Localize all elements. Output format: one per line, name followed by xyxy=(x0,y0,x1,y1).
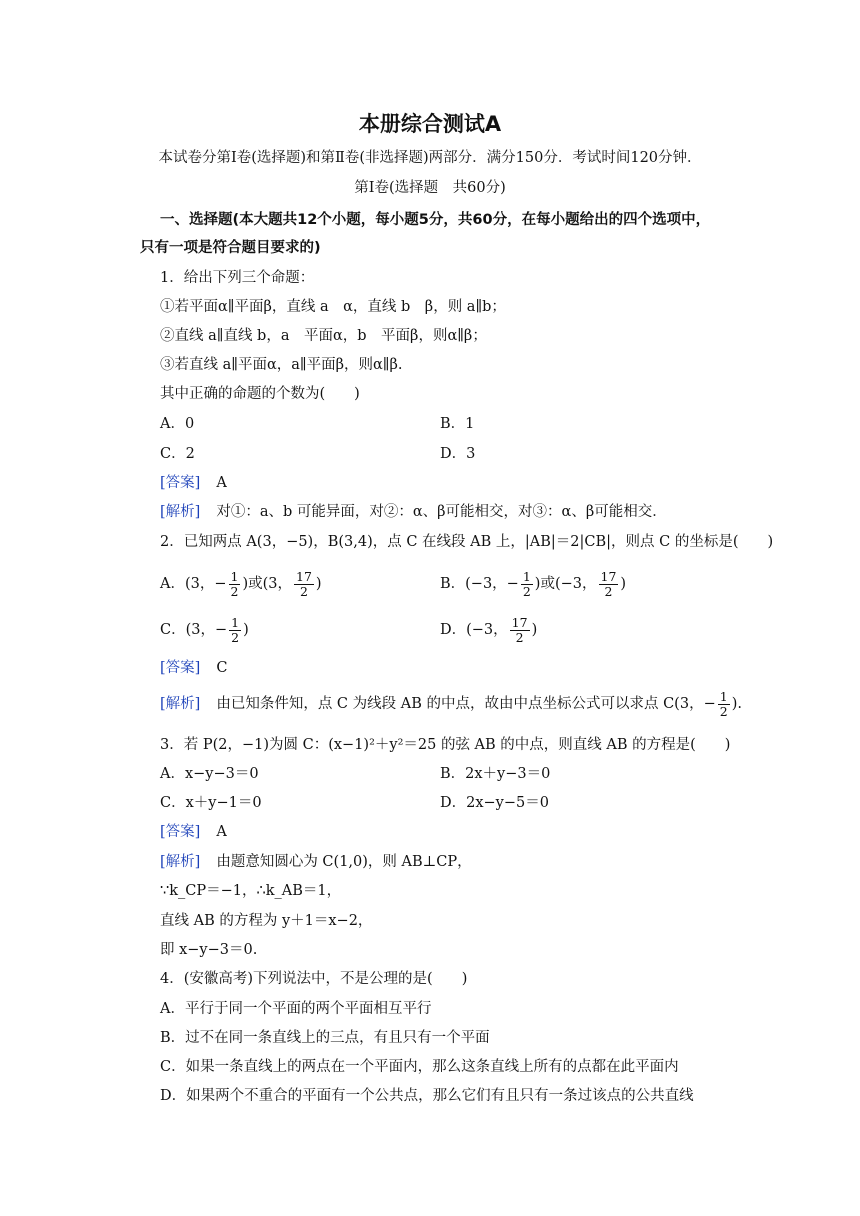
denominator: 2 xyxy=(231,629,240,645)
q2-option-b xyxy=(440,566,626,602)
q2-answer xyxy=(160,658,227,678)
q3-option-a: A．x−y−3＝0 xyxy=(160,766,259,782)
analysis-tag: [解析] xyxy=(160,696,201,712)
q3-stem: 3．若 P(2，−1)为圆 C：(x−1)²＋y²＝25 的弦 AB 的中点，则直线 AB 的方程是( ) xyxy=(160,737,731,753)
fraction xyxy=(294,570,314,599)
q3-option-d: D．2x−y−5＝0 xyxy=(440,795,549,811)
q2-c-suffix: ) xyxy=(243,622,249,638)
intro-text: 本试卷分第Ⅰ卷(选择题)和第Ⅱ卷(非选择题)两部分．满分150分．考试时间120分钟． xyxy=(158,150,702,166)
q1-analysis xyxy=(160,502,667,522)
q3-option-c: C．x＋y−1＝0 xyxy=(160,795,262,811)
q4-option-c: C．如果一条直线上的两点在一个平面内，那么这条直线上所有的点都在此平面内 xyxy=(160,1059,679,1075)
denominator: 2 xyxy=(604,583,613,599)
q2-b-suffix: ) xyxy=(620,576,627,592)
q3-answer xyxy=(160,822,227,842)
analysis-tag: [解析] xyxy=(160,854,201,870)
numerator: 1 xyxy=(522,568,531,584)
q1-option-d: D．3 xyxy=(440,446,476,462)
q2-option-c xyxy=(160,612,249,648)
q4-stem: 4．(安徽高考)下列说法中，不是公理的是( ) xyxy=(160,971,468,987)
q2-d-prefix: D．(−3， xyxy=(440,622,508,638)
q2-d-suffix: ) xyxy=(531,622,538,638)
q1-analysis-text: 对①：a、b 可能异面，对②：α、β可能相交，对③：α、β可能相交． xyxy=(216,504,667,520)
q3-analysis-text: 由题意知圆心为 C(1,0)，则 AB⊥CP， xyxy=(216,854,472,870)
answer-tag: [答案] xyxy=(160,475,201,491)
q3-analysis-line-2: ∵k_CP＝−1，∴k_AB＝1， xyxy=(160,883,342,899)
q4-option-d: D．如果两个不重合的平面有一个公共点，那么它们有且只有一条过该点的公共直线 xyxy=(160,1088,694,1104)
q4-option-b: B．过不在同一条直线上的三点，有且只有一个平面 xyxy=(160,1030,490,1046)
q2-answer-value: C xyxy=(216,660,228,676)
q2-c-prefix: C．(3，− xyxy=(160,622,228,638)
denominator: 2 xyxy=(299,583,308,599)
denominator: 2 xyxy=(522,583,531,599)
q1-proposition-3: ③若直线 a∥平面α，a∥平面β，则α∥β. xyxy=(160,357,403,373)
numerator: 1 xyxy=(719,688,728,704)
q1-answer xyxy=(160,473,227,493)
analysis-tag: [解析] xyxy=(160,504,201,520)
numerator: 17 xyxy=(296,568,312,584)
q3-answer-value: A xyxy=(216,824,227,840)
page-title: 本册综合测试A xyxy=(358,112,502,136)
q2-stem: 2．已知两点 A(3，−5)，B(3,4)，点 C 在线段 AB 上，|AB|＝2|CB|，则点 C 的坐标是( ) xyxy=(160,534,774,550)
numerator: 17 xyxy=(511,614,528,630)
section-heading-cont: 只有一项是符合题目要求的) xyxy=(140,240,321,256)
q3-option-b: B．2x＋y−3＝0 xyxy=(440,766,551,782)
fraction xyxy=(718,690,730,719)
section-heading: 一、选择题(本大题共12个小题，每小题5分，共60分，在每小题给出的四个选项中， xyxy=(160,212,711,228)
fraction xyxy=(510,616,530,645)
answer-tag: [答案] xyxy=(160,660,201,676)
q1-answer-value: A xyxy=(216,475,227,491)
q1-stem: 1．给出下列三个命题： xyxy=(160,270,315,286)
q2-analysis-text: 由已知条件知，点 C 为线段 AB 的中点，故由中点坐标公式可以求点 C(3，− xyxy=(216,696,716,712)
q3-analysis xyxy=(160,852,472,872)
q2-option-d xyxy=(440,612,537,648)
answer-tag: [答案] xyxy=(160,824,201,840)
q2-b-prefix: B．(−3，− xyxy=(440,576,519,592)
q2-a-prefix: A．(3，− xyxy=(160,576,227,592)
fraction xyxy=(521,570,533,599)
q2-analysis xyxy=(160,686,742,722)
numerator: 1 xyxy=(231,614,240,630)
denominator: 2 xyxy=(515,629,524,645)
q2-option-a xyxy=(160,566,322,602)
fraction xyxy=(229,570,241,599)
denominator: 2 xyxy=(230,583,239,599)
q2-analysis-suffix: ). xyxy=(731,696,742,712)
q2-b-middle: )或(−3， xyxy=(534,576,597,592)
numerator: 1 xyxy=(230,568,239,584)
q1-proposition-1: ①若平面α∥平面β，直线 a α，直线 b β，则 a∥b； xyxy=(160,299,506,315)
q1-option-a: A．0 xyxy=(160,416,195,432)
q3-analysis-line-3: 直线 AB 的方程为 y＋1＝x−2， xyxy=(160,913,373,929)
q2-a-suffix: ) xyxy=(315,576,322,592)
q4-option-a: A．平行于同一个平面的两个平面相互平行 xyxy=(160,1001,432,1017)
fraction xyxy=(229,616,241,645)
q1-ask: 其中正确的命题的个数为( ) xyxy=(160,386,360,402)
denominator: 2 xyxy=(719,703,728,719)
fraction xyxy=(599,570,619,599)
q3-analysis-line-4: 即 x−y−3＝0. xyxy=(160,942,258,958)
part-heading: 第Ⅰ卷(选择题 共60分) xyxy=(354,180,506,196)
q2-a-middle: )或(3， xyxy=(242,576,293,592)
q1-option-b: B．1 xyxy=(440,416,475,432)
numerator: 17 xyxy=(600,568,617,584)
q1-proposition-2: ②直线 a∥直线 b，a 平面α，b 平面β，则α∥β； xyxy=(160,328,487,344)
q1-option-c: C．2 xyxy=(160,446,195,462)
